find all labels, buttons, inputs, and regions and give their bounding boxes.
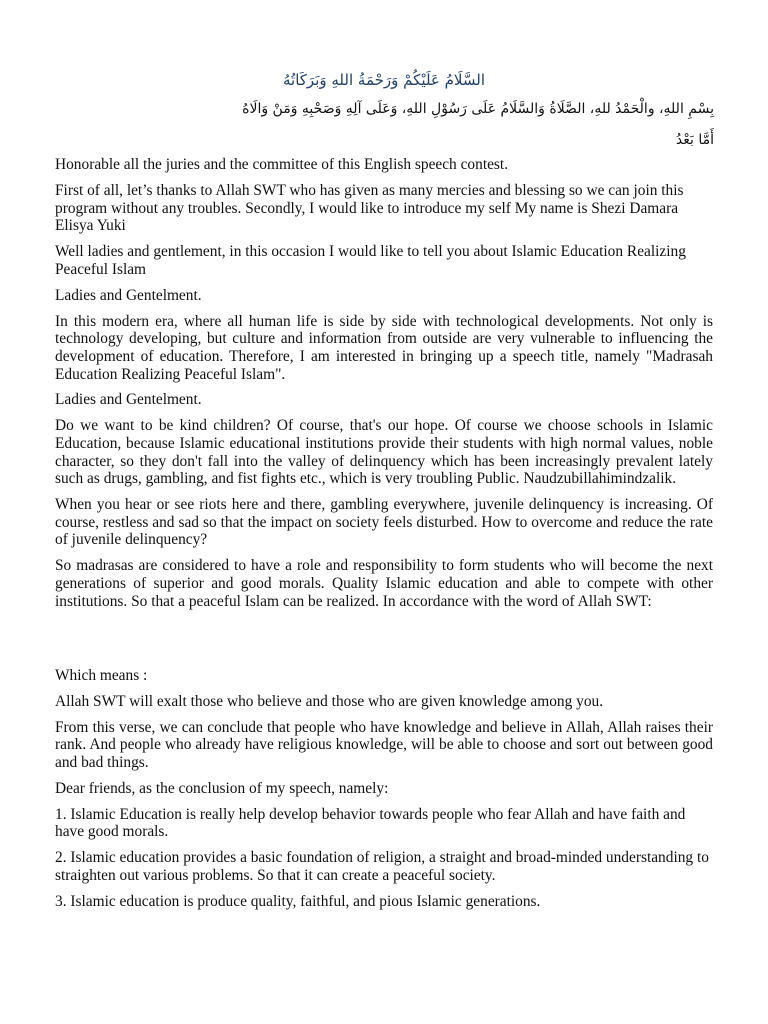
riots-paragraph: When you hear or see riots here and there, gambling everywhere, juvenile delinquency is increasing. Of course, restless and sad so that the impact on society feels disturbed. How to overcome and reduce the rate of juvenile delinquency? (55, 496, 713, 549)
salutation-ladies-2: Ladies and Gentelment. (55, 391, 202, 409)
conclusion-point-1: 1. Islamic Education is really help develop behavior towards people who fear Allah and have faith and have good morals. (55, 805, 686, 841)
conclusion-intro: Dear friends, as the conclusion of my speech, namely: (55, 779, 389, 797)
arabic-basmala-opening: بِسْمِ اللهِ، والْحَمْدُ للهِ، الصَّلَاةُ وَالسَّلَامُ عَلَى رَسُوْلِ اللهِ، وَعَلَى آلِهِ وَصَحْبِهِ وَمَنْ وَالَاهُ (242, 101, 714, 117)
conclusion-point-3: 3. Islamic education is produce quality, faithful, and pious Islamic generations. (55, 892, 541, 910)
opening-address: Honorable all the juries and the committee of this English speech contest. (55, 156, 509, 173)
verse-conclusion-paragraph: From this verse, we can conclude that people who have knowledge and believe in Allah, Allah raises their rank. And people who already have religious knowledge, will be able to choose and sort out between good and bad things. (55, 718, 713, 771)
kind-children-paragraph: Do we want to be kind children? Of course, that's our hope. Of course we choose schools in Islamic Education, because Islamic educational institutions provide their students with high normal values, noble character, so they don't fall into the valley of delinquency which has been increasingly prevalent lately such as drugs, gambling, and fist fights etc., which is very troubling Public. Naudzubillahimindzalik. (55, 417, 713, 488)
topic-announcement: Well ladies and gentlement, in this occasion I would like to tell you about Islamic Education Realizing Peaceful Islam (55, 243, 686, 278)
introduction-paragraph: First of all, let’s thanks to Allah SWT who has given as many mercies and blessing so we can join this program without any troubles. Secondly, I would like to introduce my self My name is Shezi Damara Elisya Yuki (55, 181, 684, 235)
madrasas-paragraph: So madrasas are considered to have a role and responsibility to form students who will become the next generations of superior and good morals. Quality Islamic education and able to compete with other institutions. So that a peaceful Islam can be realized. In accordance with the word of Allah SWT: (55, 557, 713, 610)
salutation-ladies-1: Ladies and Gentelment. (55, 286, 202, 304)
arabic-salam-greeting: السَّلَامُ عَلَيْكُمْ وَرَحْمَةُ اللهِ وَبَرَكَاتُهُ (283, 71, 485, 89)
verse-blank-space (55, 619, 713, 667)
verse-translation: Allah SWT will exalt those who believe and those who are given knowledge among you. (55, 692, 604, 710)
arabic-amma-badu: أَمَّا بَعْدُ (675, 132, 714, 148)
conclusion-point-2: 2. Islamic education provides a basic foundation of religion, a straight and broad-minded understanding to straighten out various problems. So that it can create a peaceful society. (55, 849, 709, 884)
which-means-label: Which means : (55, 666, 148, 684)
modern-era-paragraph: In this modern era, where all human life is side by side with technological developments. Not only is technology developing, but culture and information from outside are very vulnerable to influencing the development of education. Therefore, I am interested in bringing up a speech title, namely "Madrasah Education Realizing Peaceful Islam". (55, 312, 713, 383)
speech-body (55, 156, 713, 919)
